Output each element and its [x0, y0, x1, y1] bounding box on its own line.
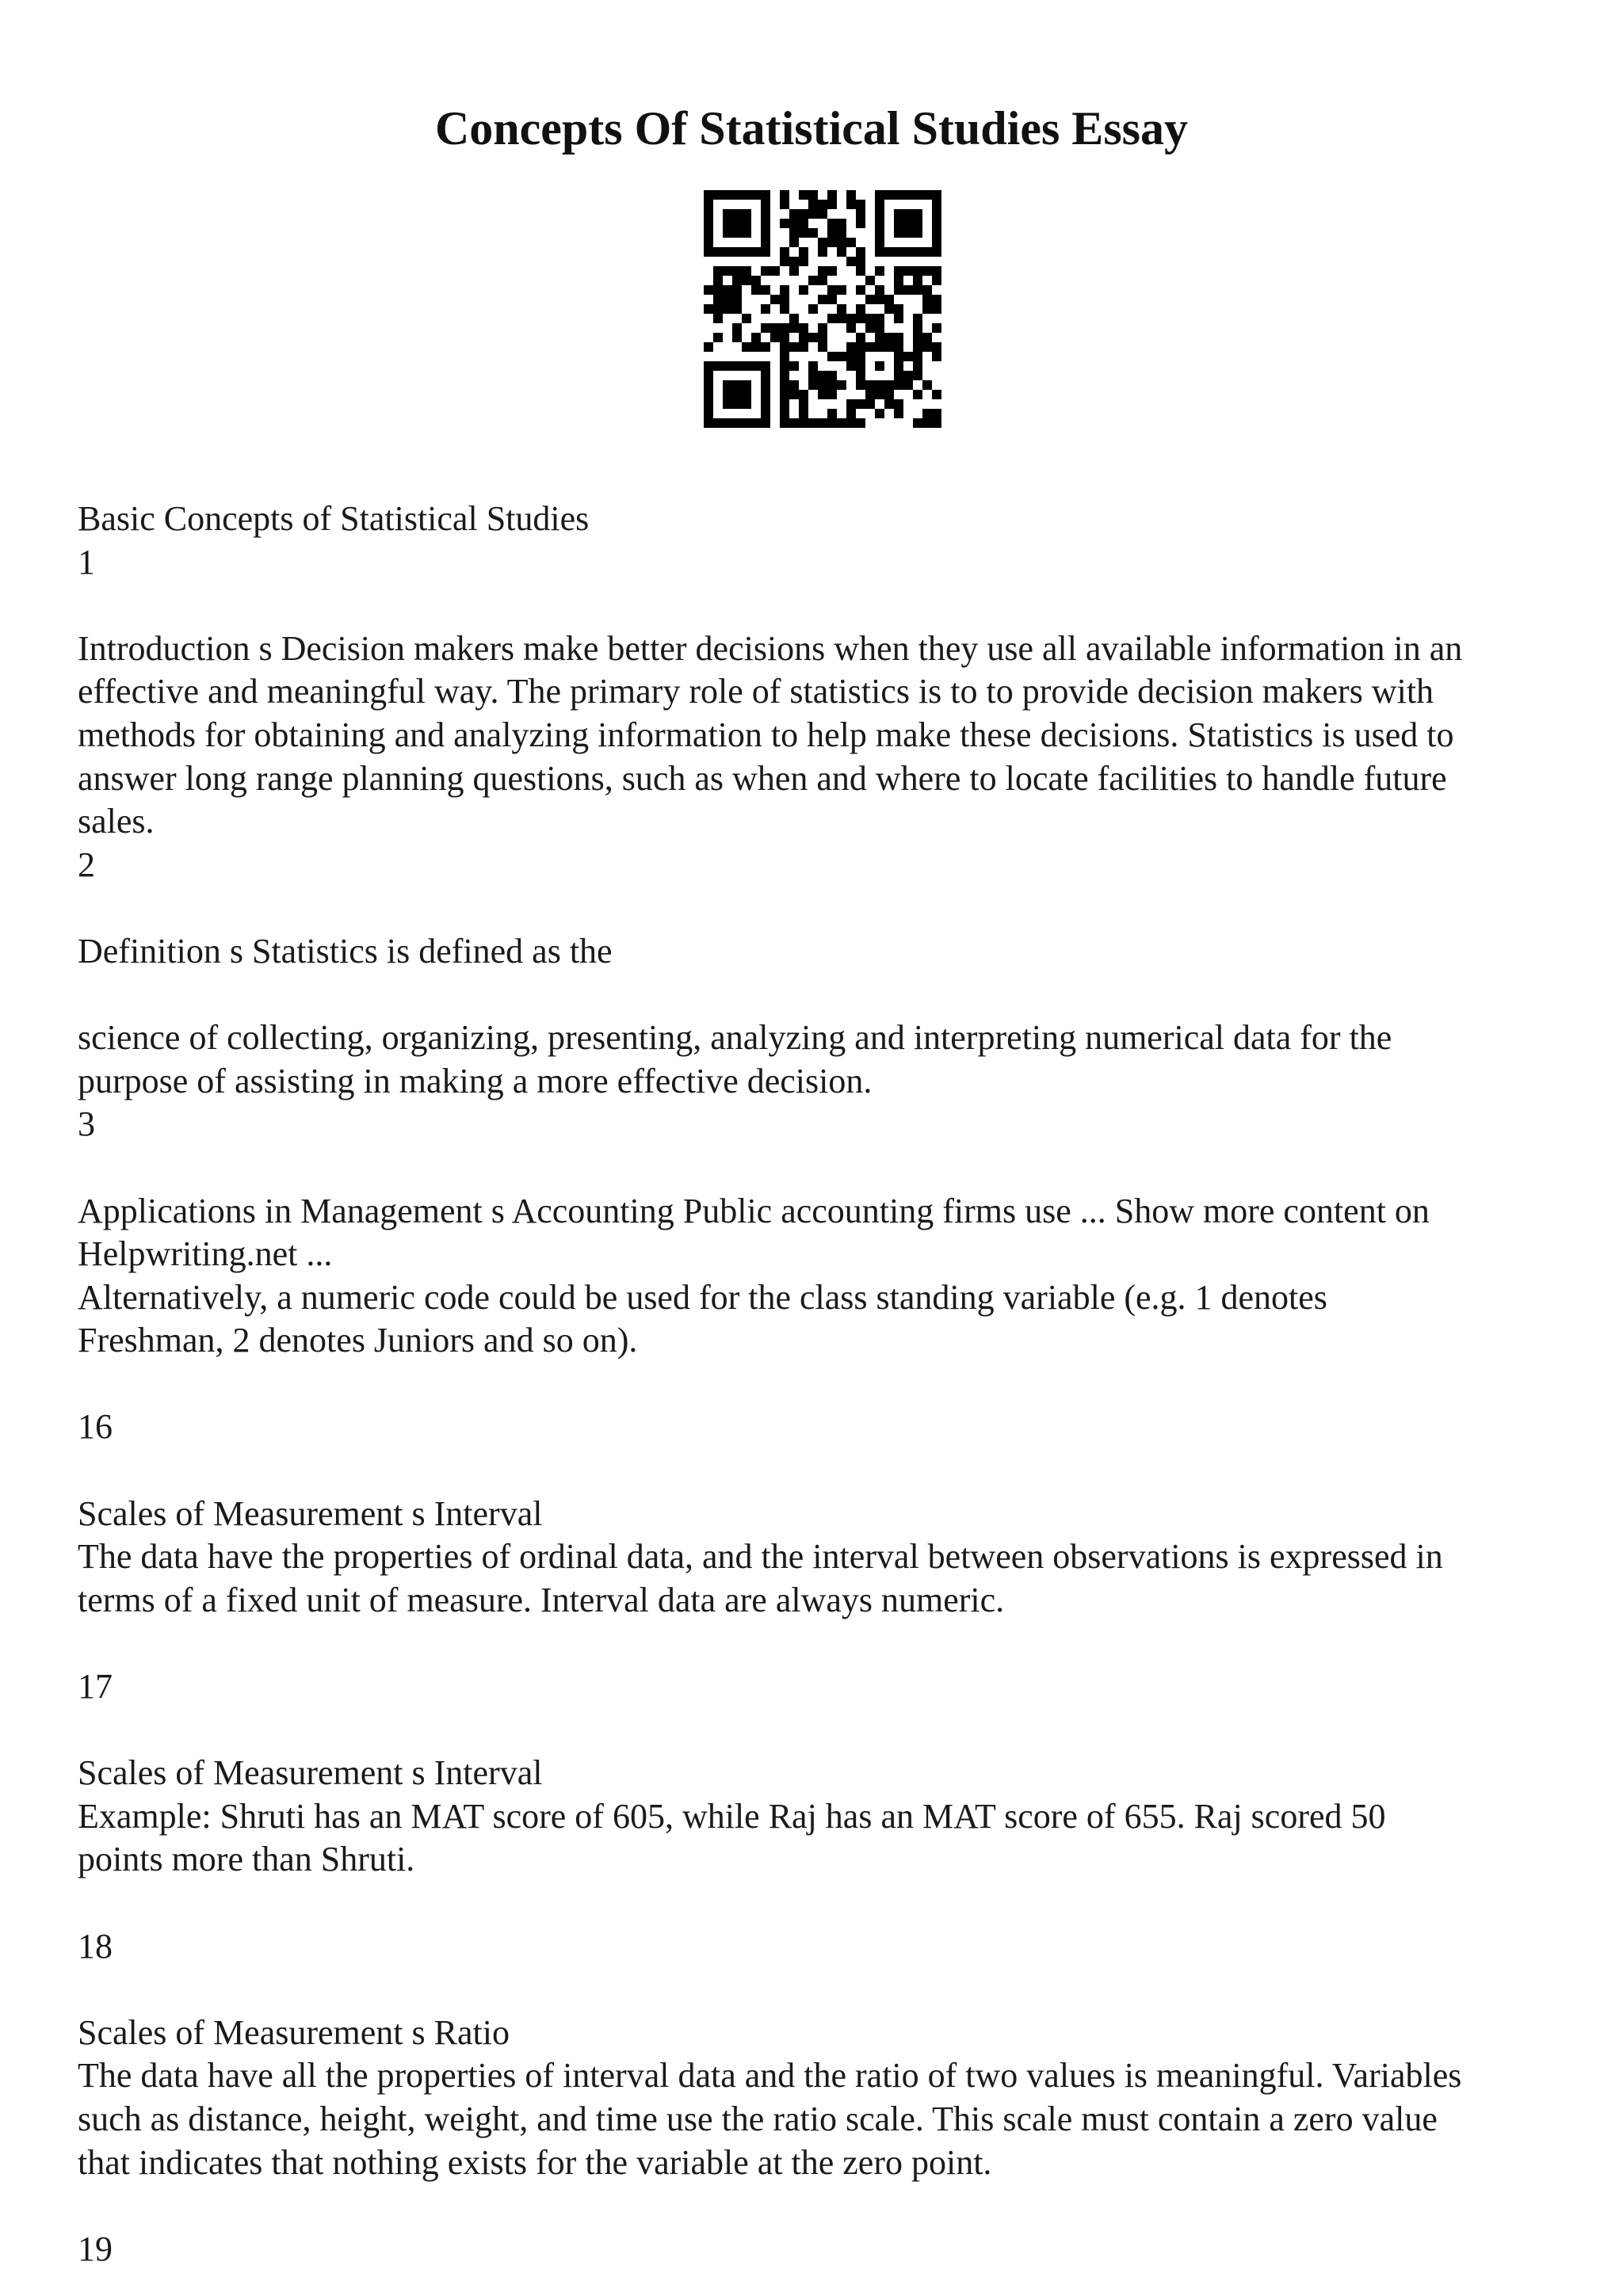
text-line: 2 [78, 845, 95, 884]
blank-line [78, 887, 1560, 930]
qr-code-icon [704, 190, 941, 428]
blank-line [78, 1709, 1560, 1753]
blank-line [78, 2184, 1560, 2228]
text-line: methods for obtaining and analyzing information to help make these decisions. Statistics is used to [78, 715, 1454, 754]
text-line: 1 [78, 542, 95, 582]
qr-code-graphic [704, 190, 941, 428]
blank-line [78, 1968, 1560, 2012]
document-body [78, 498, 1560, 2271]
text-line: Scales of Measurement s Ratio [78, 2012, 510, 2052]
text-line: science of collecting, organizing, presenting, analyzing and interpreting numerical data for the [78, 1018, 1392, 1058]
text-line: 17 [78, 1667, 113, 1707]
text-line: terms of a fixed unit of measure. Interval data are always numeric. [78, 1580, 1005, 1619]
blank-line [78, 974, 1560, 1017]
text-line: Scales of Measurement s Interval [78, 1493, 543, 1533]
text-line: Helpwriting.net ... [78, 1234, 333, 1274]
blank-line [78, 1449, 1560, 1493]
blank-line [78, 1363, 1560, 1406]
blank-line [78, 1146, 1560, 1190]
blank-line [78, 1622, 1560, 1665]
text-line: purpose of assisting in making a more effective decision. [78, 1061, 873, 1100]
text-line: Scales of Measurement s Interval [78, 1753, 543, 1793]
blank-line [78, 584, 1560, 627]
text-line: that indicates that nothing exists for the variable at the zero point. [78, 2142, 992, 2182]
text-line: 3 [78, 1104, 95, 1144]
text-line: Basic Concepts of Statistical Studies [78, 499, 590, 538]
text-line: Definition s Statistics is defined as the [78, 931, 613, 971]
text-line: effective and meaningful way. The primary role of statistics is to to provide decision makers with [78, 672, 1434, 711]
text-line: 16 [78, 1407, 113, 1447]
text-line: points more than Shruti. [78, 1840, 415, 1879]
text-line: Applications in Management s Accounting Public accounting firms use ... Show more content on [78, 1191, 1430, 1230]
text-line: such as distance, height, weight, and time use the ratio scale. This scale must contain a zero value [78, 2099, 1438, 2138]
text-line: sales. [78, 802, 155, 841]
text-line: Alternatively, a numeric code could be used for the class standing variable (e.g. 1 denotes [78, 1277, 1327, 1317]
page-title: Concepts Of Statistical Studies Essay [434, 102, 1189, 154]
text-line: The data have the properties of ordinal data, and the interval between observations is expressed in [78, 1537, 1443, 1577]
text-line: answer long range planning questions, such as when and where to locate facilities to handle future [78, 758, 1447, 798]
text-line: 18 [78, 1926, 113, 1966]
blank-line [78, 1882, 1560, 1925]
text-line: 19 [78, 2229, 113, 2268]
text-line: Freshman, 2 denotes Juniors and so on). [78, 1321, 638, 1360]
text-line: Example: Shruti has an MAT score of 605, while Raj has an MAT score of 655. Raj scored 50 [78, 1796, 1386, 1836]
text-line: The data have all the properties of interval data and the ratio of two values is meaningful. Variables [78, 2056, 1462, 2096]
text-line: Introduction s Decision makers make better decisions when they use all available information in an [78, 628, 1463, 668]
